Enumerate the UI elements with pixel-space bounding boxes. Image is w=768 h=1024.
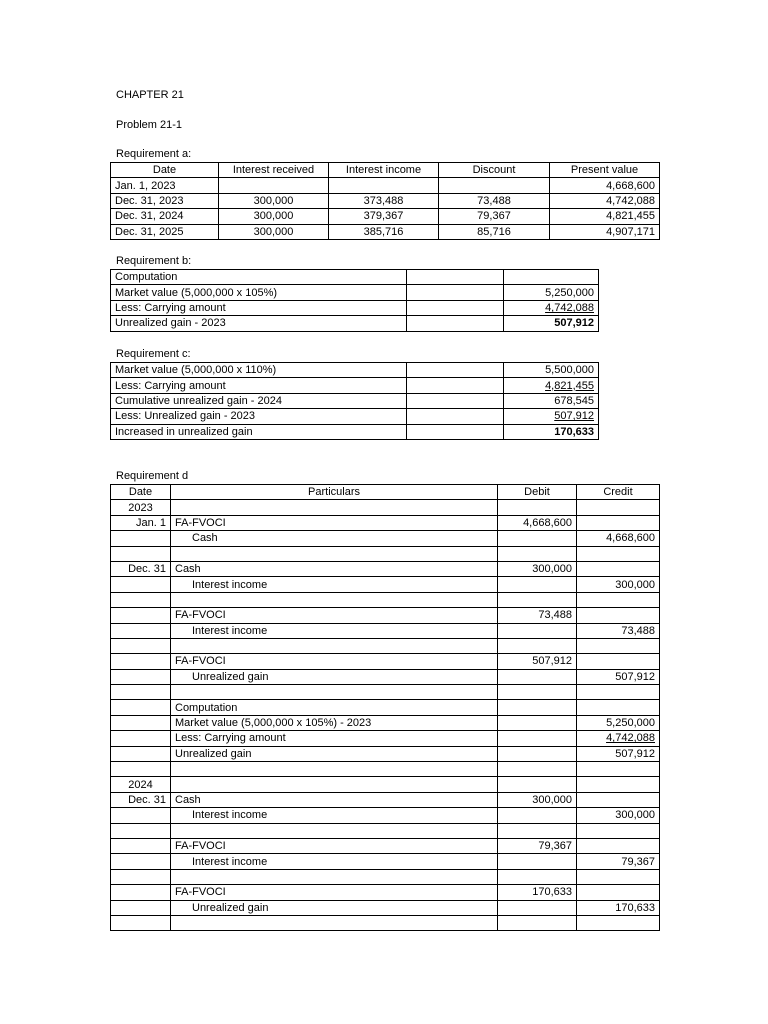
debit-cell — [498, 746, 577, 761]
chapter-title: CHAPTER 21 — [116, 89, 184, 101]
table-row — [111, 378, 599, 393]
description-cell: Market value (5,000,000 x 110%) — [111, 363, 407, 378]
particulars-cell: Unrealized gain — [171, 900, 498, 915]
problem-title: Problem 21-1 — [116, 119, 183, 131]
debit-cell: 4,668,600 — [498, 515, 577, 530]
credit-cell — [577, 592, 660, 607]
particulars-cell: Interest income — [171, 854, 498, 869]
empty-cell — [407, 316, 504, 331]
debit-cell — [498, 531, 577, 546]
particulars-cell: FA-FVOCI — [171, 885, 498, 900]
empty-cell — [407, 424, 504, 439]
description-cell: Market value (5,000,000 x 105%) — [111, 285, 407, 300]
column-header: Particulars — [171, 485, 498, 500]
particulars-cell: Unrealized gain — [171, 746, 498, 761]
particulars-cell: Cash — [171, 792, 498, 807]
table-row — [111, 792, 660, 807]
interest-income-cell: 385,716 — [329, 224, 439, 239]
table-row — [111, 270, 599, 285]
table-row — [111, 838, 660, 853]
column-header: Debit — [498, 485, 577, 500]
empty-cell — [407, 393, 504, 408]
table-row — [111, 515, 660, 530]
debit-cell — [498, 623, 577, 638]
debit-cell — [498, 669, 577, 684]
particulars-cell: Computation — [171, 700, 498, 715]
date-cell: Dec. 31 — [111, 561, 171, 576]
particulars-cell — [171, 638, 498, 653]
date-cell: Dec. 31, 2023 — [111, 193, 219, 208]
table-row — [111, 715, 660, 730]
table-row — [111, 869, 660, 884]
amount-cell — [504, 300, 599, 315]
present-value-cell: 4,907,171 — [550, 224, 660, 239]
date-cell — [111, 669, 171, 684]
debit-cell — [498, 715, 577, 730]
date-cell — [111, 531, 171, 546]
debit-cell — [498, 823, 577, 838]
table-row — [111, 316, 599, 331]
particulars-cell: Less: Carrying amount — [171, 731, 498, 746]
interest-income-cell — [329, 178, 439, 193]
table-row — [111, 685, 660, 700]
debit-cell: 73,488 — [498, 608, 577, 623]
date-cell — [111, 577, 171, 592]
particulars-cell: FA-FVOCI — [171, 515, 498, 530]
debit-cell: 300,000 — [498, 792, 577, 807]
table-row — [111, 608, 660, 623]
credit-cell — [577, 869, 660, 884]
particulars-cell: Market value (5,000,000 x 105%) - 2023 — [171, 715, 498, 730]
table-row — [111, 669, 660, 684]
particulars-cell — [171, 869, 498, 884]
column-header: Credit — [577, 485, 660, 500]
table-row — [111, 592, 660, 607]
debit-cell — [498, 762, 577, 777]
interest-income-cell: 373,488 — [329, 193, 439, 208]
date-cell — [111, 654, 171, 669]
debit-cell: 79,367 — [498, 838, 577, 853]
particulars-cell: Cash — [171, 531, 498, 546]
description-cell: Increased in unrealized gain — [111, 424, 407, 439]
date-cell — [111, 900, 171, 915]
credit-cell: 5,250,000 — [577, 715, 660, 730]
interest-received-cell: 300,000 — [219, 209, 329, 224]
credit-cell — [577, 762, 660, 777]
date-cell — [111, 715, 171, 730]
table-row — [111, 546, 660, 561]
date-cell — [111, 838, 171, 853]
amount-cell — [504, 378, 599, 393]
date-cell: 2024 — [111, 777, 171, 792]
table-row — [111, 500, 660, 515]
amount-cell: 5,500,000 — [504, 363, 599, 378]
date-cell — [111, 546, 171, 561]
particulars-cell: Unrealized gain — [171, 669, 498, 684]
credit-cell — [577, 654, 660, 669]
table-row — [111, 561, 660, 576]
requirement-c-table — [110, 362, 599, 440]
particulars-cell — [171, 823, 498, 838]
table-row — [111, 224, 660, 239]
description-cell: Less: Carrying amount — [111, 300, 407, 315]
table-row — [111, 900, 660, 915]
debit-cell: 507,912 — [498, 654, 577, 669]
interest-income-cell: 379,367 — [329, 209, 439, 224]
underlined-amount: 4,821,455 — [545, 379, 594, 392]
debit-cell: 300,000 — [498, 561, 577, 576]
credit-cell: 300,000 — [577, 577, 660, 592]
credit-cell — [577, 838, 660, 853]
table-row — [111, 746, 660, 761]
table-row — [111, 854, 660, 869]
total-cell: 170,633 — [504, 424, 599, 439]
journal-entries-table — [110, 484, 660, 931]
underlined-amount: 507,912 — [554, 410, 594, 423]
debit-cell — [498, 731, 577, 746]
table-row — [111, 577, 660, 592]
credit-cell — [577, 700, 660, 715]
empty-cell — [407, 378, 504, 393]
date-cell — [111, 762, 171, 777]
present-value-table — [110, 162, 660, 240]
empty-cell — [407, 300, 504, 315]
table-row — [111, 823, 660, 838]
date-cell: Jan. 1, 2023 — [111, 178, 219, 193]
debit-cell — [498, 808, 577, 823]
table-row — [111, 285, 599, 300]
credit-cell — [577, 561, 660, 576]
particulars-cell: Interest income — [171, 623, 498, 638]
description-cell: Unrealized gain - 2023 — [111, 316, 407, 331]
credit-cell: 73,488 — [577, 623, 660, 638]
particulars-cell — [171, 685, 498, 700]
table-row — [111, 915, 660, 930]
requirement-d-label: Requirement d — [116, 470, 189, 482]
amount-cell: 5,250,000 — [504, 285, 599, 300]
column-header: Date — [111, 163, 219, 178]
table-row — [111, 700, 660, 715]
credit-cell: 507,912 — [577, 746, 660, 761]
table-row — [111, 885, 660, 900]
date-cell — [111, 608, 171, 623]
description-cell: Less: Carrying amount — [111, 378, 407, 393]
table-row — [111, 424, 599, 439]
empty-cell — [407, 270, 504, 285]
underlined-amount: 4,742,088 — [545, 301, 594, 314]
description-cell: Computation — [111, 270, 407, 285]
table-row — [111, 409, 599, 424]
particulars-cell: Cash — [171, 561, 498, 576]
table-row — [111, 363, 599, 378]
credit-cell — [577, 731, 660, 746]
credit-cell — [577, 777, 660, 792]
date-cell — [111, 746, 171, 761]
credit-cell — [577, 792, 660, 807]
credit-cell — [577, 515, 660, 530]
credit-cell — [577, 823, 660, 838]
particulars-cell: FA-FVOCI — [171, 838, 498, 853]
date-cell — [111, 592, 171, 607]
debit-cell — [498, 854, 577, 869]
particulars-cell: Interest income — [171, 808, 498, 823]
discount-cell — [439, 178, 550, 193]
requirement-c-label: Requirement c: — [116, 348, 191, 360]
particulars-cell: FA-FVOCI — [171, 608, 498, 623]
column-header: Present value — [550, 163, 660, 178]
credit-cell — [577, 500, 660, 515]
date-cell: Dec. 31, 2024 — [111, 209, 219, 224]
particulars-cell — [171, 546, 498, 561]
present-value-cell: 4,821,455 — [550, 209, 660, 224]
amount-cell: 678,545 — [504, 393, 599, 408]
debit-cell — [498, 915, 577, 930]
table-row — [111, 393, 599, 408]
debit-cell — [498, 577, 577, 592]
column-header: Interest income — [329, 163, 439, 178]
requirement-a-label: Requirement a: — [116, 148, 192, 160]
particulars-cell — [171, 592, 498, 607]
table-row — [111, 638, 660, 653]
table-header-row — [111, 163, 660, 178]
date-cell: Dec. 31 — [111, 792, 171, 807]
date-cell — [111, 638, 171, 653]
table-header-row — [111, 485, 660, 500]
debit-cell — [498, 777, 577, 792]
table-row — [111, 178, 660, 193]
table-row — [111, 300, 599, 315]
table-row — [111, 762, 660, 777]
present-value-cell: 4,742,088 — [550, 193, 660, 208]
table-row — [111, 731, 660, 746]
debit-cell — [498, 700, 577, 715]
description-cell: Less: Unrealized gain - 2023 — [111, 409, 407, 424]
particulars-cell — [171, 762, 498, 777]
discount-cell: 73,488 — [439, 193, 550, 208]
debit-cell — [498, 546, 577, 561]
empty-cell — [407, 409, 504, 424]
particulars-cell — [171, 915, 498, 930]
particulars-cell: Interest income — [171, 577, 498, 592]
debit-cell: 170,633 — [498, 885, 577, 900]
table-row — [111, 654, 660, 669]
empty-cell — [407, 285, 504, 300]
date-cell — [111, 685, 171, 700]
date-cell — [111, 885, 171, 900]
table-row — [111, 531, 660, 546]
table-row — [111, 193, 660, 208]
requirement-b-label: Requirement b: — [116, 255, 192, 267]
particulars-cell — [171, 500, 498, 515]
interest-received-cell — [219, 178, 329, 193]
credit-cell — [577, 608, 660, 623]
description-cell: Cumulative unrealized gain - 2024 — [111, 393, 407, 408]
debit-cell — [498, 685, 577, 700]
debit-cell — [498, 900, 577, 915]
credit-cell — [577, 885, 660, 900]
date-cell — [111, 731, 171, 746]
credit-cell — [577, 915, 660, 930]
date-cell — [111, 854, 171, 869]
debit-cell — [498, 592, 577, 607]
table-row — [111, 209, 660, 224]
column-header: Discount — [439, 163, 550, 178]
discount-cell: 79,367 — [439, 209, 550, 224]
credit-cell: 79,367 — [577, 854, 660, 869]
empty-cell — [407, 363, 504, 378]
credit-cell: 507,912 — [577, 669, 660, 684]
date-cell — [111, 700, 171, 715]
date-cell — [111, 823, 171, 838]
discount-cell: 85,716 — [439, 224, 550, 239]
table-row — [111, 808, 660, 823]
amount-cell — [504, 409, 599, 424]
debit-cell — [498, 500, 577, 515]
date-cell — [111, 623, 171, 638]
credit-cell: 170,633 — [577, 900, 660, 915]
particulars-cell — [171, 777, 498, 792]
credit-cell — [577, 638, 660, 653]
credit-cell: 300,000 — [577, 808, 660, 823]
date-cell: 2023 — [111, 500, 171, 515]
amount-cell — [504, 270, 599, 285]
date-cell — [111, 869, 171, 884]
date-cell — [111, 915, 171, 930]
credit-cell: 4,668,600 — [577, 531, 660, 546]
interest-received-cell: 300,000 — [219, 224, 329, 239]
total-cell: 507,912 — [504, 316, 599, 331]
date-cell: Dec. 31, 2025 — [111, 224, 219, 239]
debit-cell — [498, 869, 577, 884]
column-header: Date — [111, 485, 171, 500]
date-cell: Jan. 1 — [111, 515, 171, 530]
requirement-b-table — [110, 269, 599, 332]
table-row — [111, 623, 660, 638]
interest-received-cell: 300,000 — [219, 193, 329, 208]
date-cell — [111, 808, 171, 823]
particulars-cell: FA-FVOCI — [171, 654, 498, 669]
column-header: Interest received — [219, 163, 329, 178]
table-row — [111, 777, 660, 792]
credit-cell — [577, 546, 660, 561]
underlined-amount: 4,742,088 — [606, 732, 655, 745]
present-value-cell: 4,668,600 — [550, 178, 660, 193]
credit-cell — [577, 685, 660, 700]
debit-cell — [498, 638, 577, 653]
